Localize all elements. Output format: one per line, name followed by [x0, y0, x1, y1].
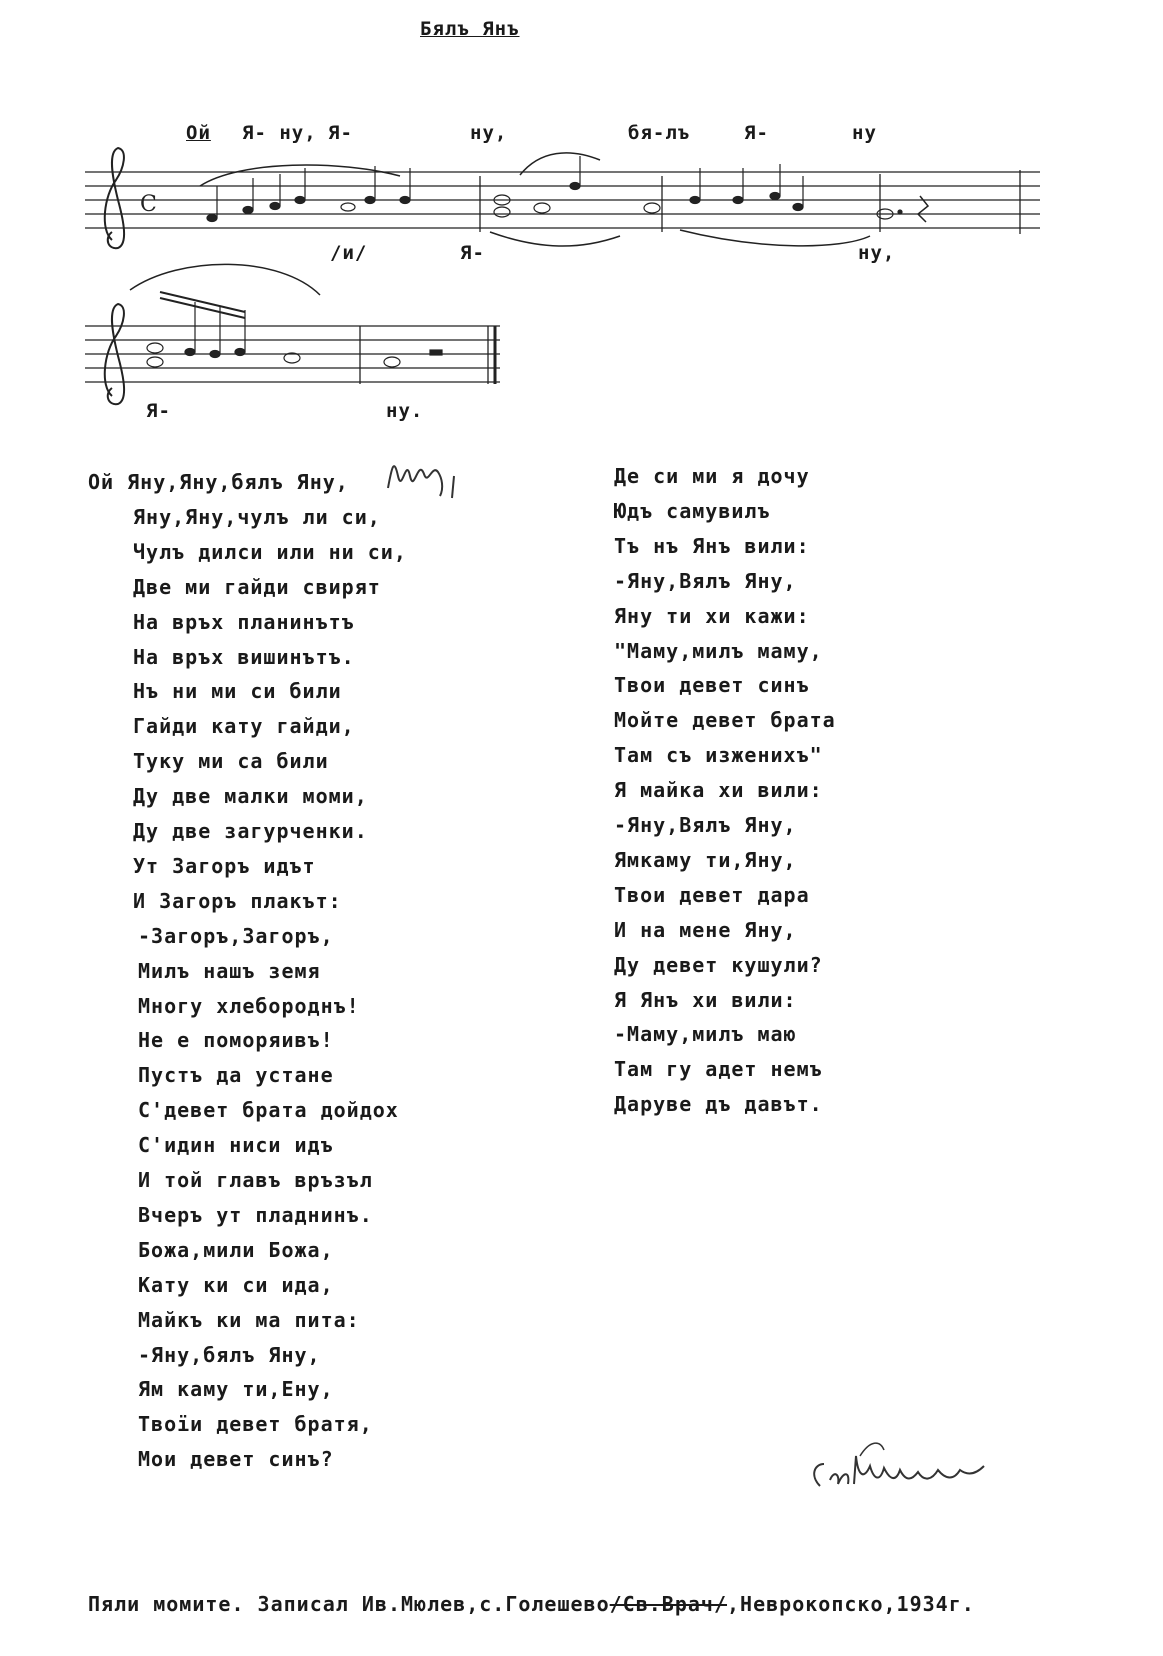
lyric-line: Даруве дъ давът. [614, 1092, 823, 1117]
lyric-line: С'идин ниси идъ [138, 1133, 334, 1158]
lyric-line: На връх планинътъ [133, 609, 355, 634]
music-lyric: ну, [858, 242, 896, 264]
music-lyric: Я- [744, 122, 769, 144]
lyric-line: Многу хлебороднъ! [138, 993, 360, 1018]
lyric-line: Твоїи девет братя, [138, 1412, 373, 1437]
lyric-line: С'девет брата дойдох [138, 1098, 399, 1123]
lyric-line: Яну ти хи кажи: [614, 603, 810, 628]
staff-1 [85, 170, 1040, 234]
lyric-line: Яну,Яну,чулъ ли си, [133, 504, 381, 529]
music-lyric: Ой [186, 122, 211, 144]
page-title: Бялъ Янъ [420, 18, 520, 40]
lyric-line: Там съ изженихъ" [614, 743, 823, 768]
notes-staff-1 [207, 156, 902, 222]
music-lyric: бя-лъ [628, 122, 691, 144]
lyric-line: -Яну,Вялъ Яну, [614, 813, 797, 837]
lyric-line: Ут Загоръ идът [133, 853, 316, 878]
lyric-line: Гайди кату гайди, [133, 714, 355, 739]
lyric-line: Твои девет дара [614, 882, 810, 907]
lyric-line: -Яну,Вялъ Яну, [614, 568, 797, 593]
lyric-line: Милъ нашъ земя [138, 958, 321, 983]
footer-note [88, 1592, 975, 1616]
lyric-line: Две ми гайди свирят [133, 574, 381, 599]
lyric-line: Вчеръ ут пладнинъ. [138, 1202, 373, 1227]
lyric-line: -Загоръ,Загоръ, [138, 923, 334, 948]
lyric-line: Я майка хи вили: [614, 778, 823, 803]
lyric-line: Мойте девет брата [614, 708, 836, 733]
music-lyric: ну, [470, 122, 508, 144]
music-lyric: ну [852, 122, 877, 144]
lyric-line: Мои девет синъ? [138, 1447, 334, 1472]
lyric-line: Чулъ дилси или ни си, [133, 539, 407, 564]
lyric-line: Туку ми са били [133, 749, 329, 774]
lyric-line: Нъ ни ми си били [133, 679, 342, 704]
music-lyric: /и/ [330, 242, 368, 264]
signature [800, 1436, 1000, 1516]
lyric-line: Кату ки си ида, [138, 1272, 334, 1297]
music-lyric: Я- ну, [242, 122, 317, 144]
lyric-line: -Яну,бялъ Яну, [138, 1342, 321, 1367]
lyric-line: Ям каму ти,Ену, [138, 1377, 334, 1402]
lyric-line: Де си ми я дочу [614, 464, 810, 488]
music-lyric: Я- [460, 242, 485, 264]
footer-struck-text: /Св.Врач/ [609, 1592, 728, 1616]
lyric-line: "Маму,милъ маму, [614, 638, 823, 663]
music-lyric: Я- [328, 122, 353, 144]
lyric-line: И Загоръ плакът: [133, 888, 342, 913]
lyric-line: Юдъ самувилъ [614, 498, 771, 523]
footer-text: Пяли момите. Записал Ив.Мюлев,с.Голешево [88, 1592, 610, 1616]
lyric-line: Ой Яну,Яну,бялъ Яну, [88, 470, 349, 494]
lyric-line: На връх вишинътъ. [133, 644, 355, 669]
lyric-line: Ду две малки моми, [133, 784, 368, 809]
music-lyric: Я- [146, 400, 171, 422]
svg-text:C: C [140, 192, 157, 217]
lyric-line: -Маму,милъ маю [614, 1022, 797, 1047]
handwritten-annotation [380, 446, 470, 506]
lyric-line: Я Янъ хи вили: [614, 987, 797, 1012]
lyric-line: Не е поморяивъ! [138, 1028, 334, 1053]
lyric-line: Ямкаму ти,Яну, [614, 847, 797, 872]
lyric-line: Пустъ да устане [138, 1063, 334, 1088]
music-lyric: ну. [386, 400, 424, 422]
lyric-line: Майкъ ки ма пита: [138, 1307, 360, 1332]
treble-clef-icon [105, 148, 124, 248]
footer-text-end: ,Неврокопско,1934г. [727, 1592, 975, 1616]
lyric-line: Тъ нъ Янъ вили: [614, 533, 810, 558]
lyric-line: Ду две загурченки. [133, 819, 368, 843]
lyric-line: И той главъ връзъл [138, 1168, 373, 1192]
lyric-line: И на мене Яну, [614, 917, 797, 942]
lyric-line: Ду девет кушули? [614, 952, 823, 977]
lyric-line: Божа,мили Божа, [138, 1237, 334, 1262]
lyric-line: Твои девет синъ [614, 673, 810, 698]
notes-staff-2 [147, 292, 442, 367]
music-notation [0, 0, 1163, 440]
lyric-line: Там гу адет немъ [614, 1057, 823, 1082]
